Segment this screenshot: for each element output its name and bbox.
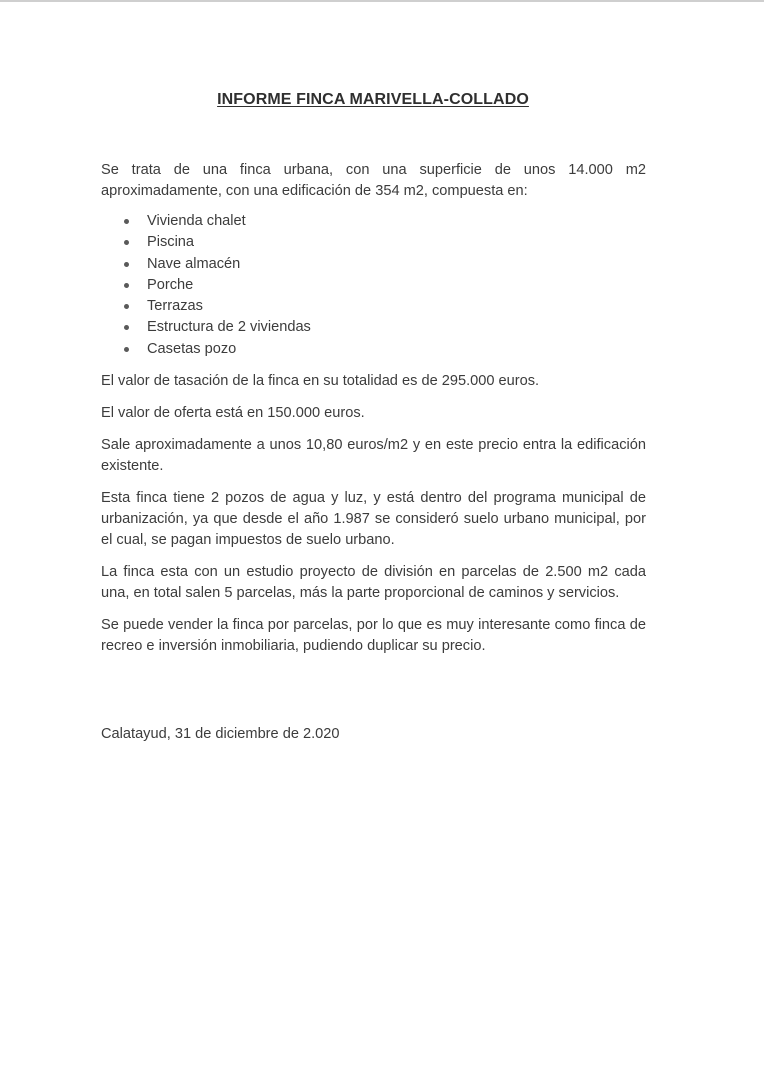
list-item — [101, 232, 646, 253]
list-item — [101, 339, 646, 360]
parcels-paragraph: La finca esta con un estudio proyecto de división en parcelas de 2.500 m2 cada una, en total salen 5 parcelas, más la parte proporcional de caminos y servicios. — [101, 564, 646, 602]
bullet-icon — [124, 240, 129, 245]
list-item — [101, 296, 646, 317]
price-per-m2-paragraph: Sale aproximadamente a unos 10,80 euros/m2 y en este precio entra la edificación existente. — [101, 437, 646, 475]
place-date: Calatayud, 31 de diciembre de 2.020 — [101, 726, 340, 742]
intro-paragraph: Se trata de una finca urbana, con una superficie de unos 14.000 m2 aproximadamente, con una edificación de 354 m2, compuesta en: — [101, 162, 646, 199]
list-item-text: Terrazas — [147, 298, 203, 315]
bullet-icon — [124, 304, 129, 309]
list-item-text: Piscina — [147, 234, 195, 251]
building-list — [101, 211, 646, 360]
list-item — [101, 254, 646, 275]
bullet-icon — [124, 347, 129, 352]
list-item-text: Estructura de 2 viviendas — [147, 319, 311, 336]
bullet-icon — [124, 262, 129, 267]
list-item — [101, 211, 646, 232]
list-item-text: Nave almacén — [147, 255, 241, 272]
bullet-icon — [124, 219, 129, 224]
list-item — [101, 275, 646, 296]
top-border-line — [0, 0, 764, 2]
offer-paragraph: El valor de oferta está en 150.000 euros. — [101, 405, 365, 422]
bullet-icon — [124, 325, 129, 330]
list-item-text: Casetas pozo — [147, 340, 237, 357]
sale-paragraph: Se puede vender la finca por parcelas, por lo que es muy interesante como finca de recreo e inversión inmobiliaria, pudiendo duplicar su precio. — [101, 617, 646, 655]
list-item-text: Vivienda chalet — [147, 213, 246, 229]
document-title: INFORME FINCA MARIVELLA-COLLADO — [217, 91, 529, 108]
valuation-paragraph: El valor de tasación de la finca en su totalidad es de 295.000 euros. — [101, 373, 540, 390]
list-item-text: Porche — [147, 276, 194, 293]
wells-paragraph: Esta finca tiene 2 pozos de agua y luz, y está dentro del programa municipal de urbanización, ya que desde el año 1.987 se consideró suelo urbano municipal, por el cual, se pagan impuestos de suelo urbano. — [101, 490, 646, 549]
bullet-icon — [124, 283, 129, 288]
document-body — [101, 160, 646, 668]
list-item — [101, 317, 646, 338]
